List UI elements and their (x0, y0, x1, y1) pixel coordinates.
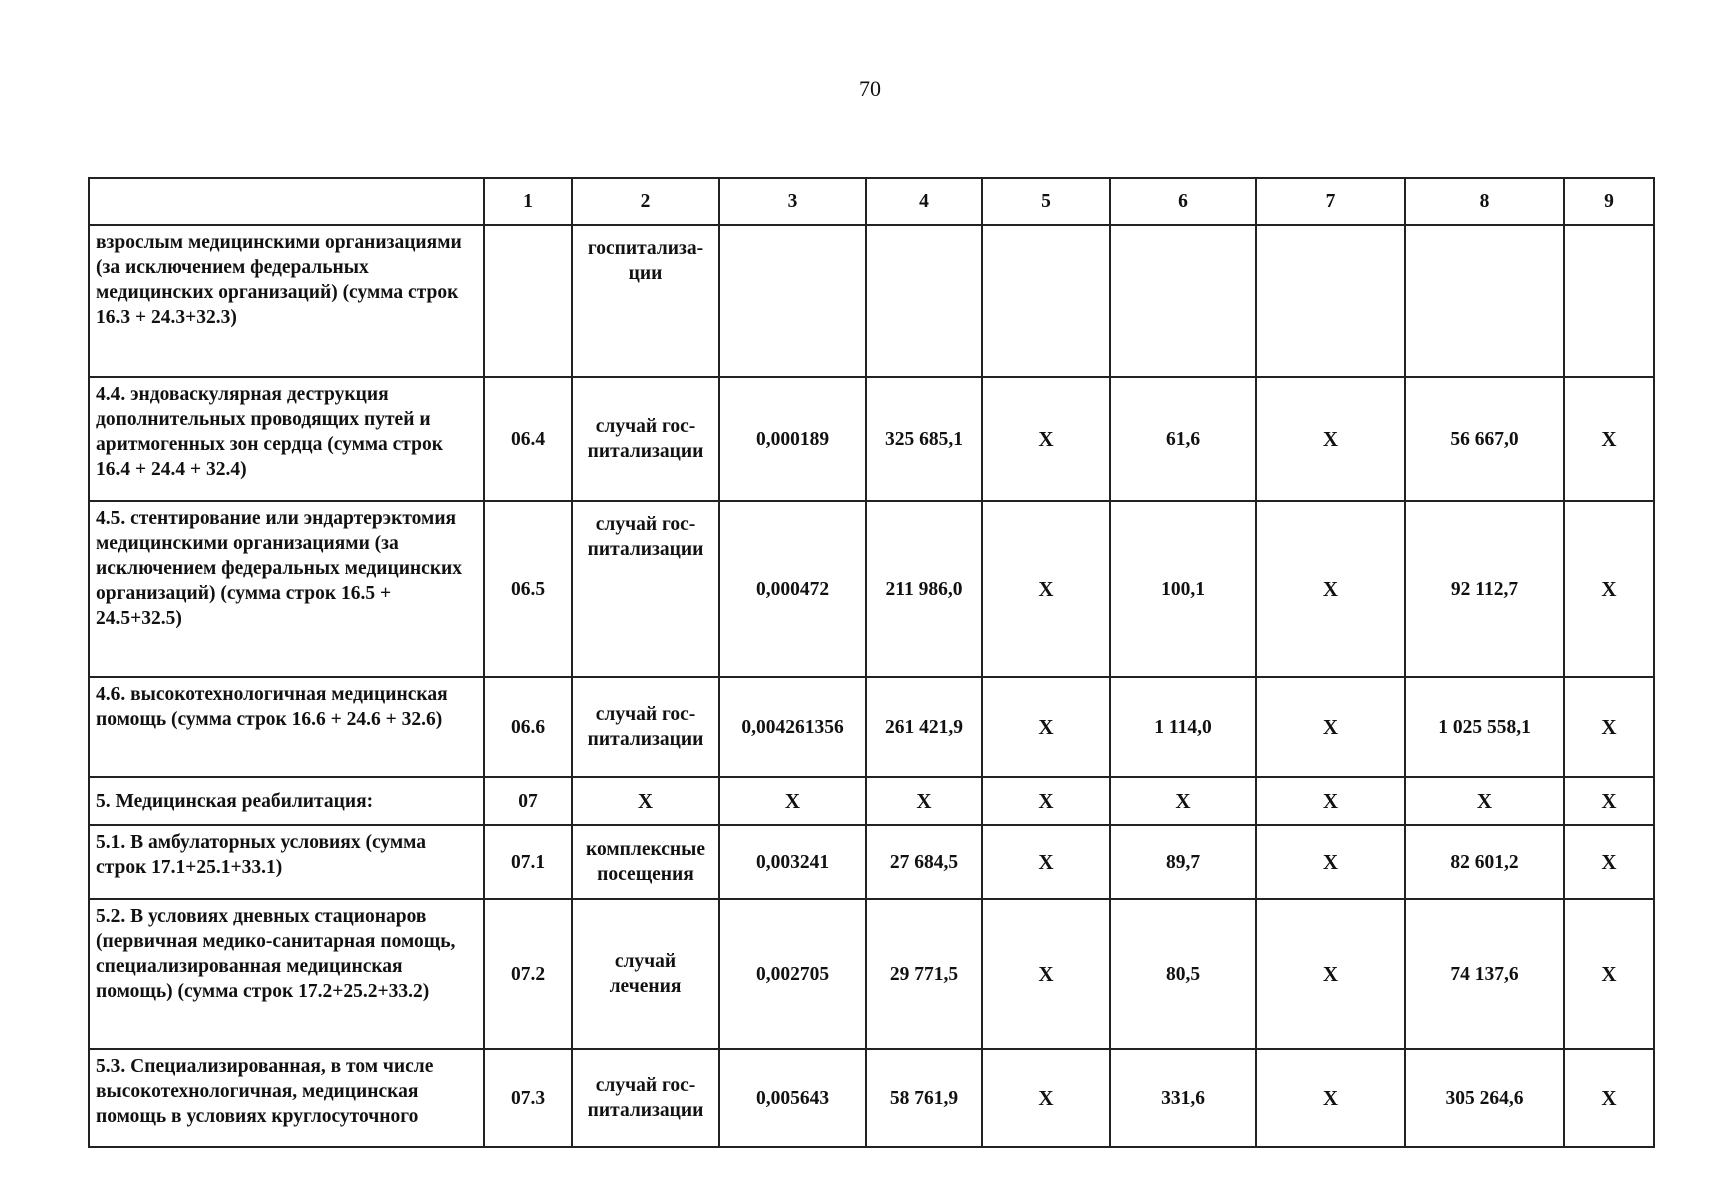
data-table (88, 177, 1655, 1148)
table-row (89, 377, 1654, 501)
header-cell: 4 (866, 178, 982, 225)
row-value-cell: X (1256, 1049, 1405, 1147)
row-value-cell: X (982, 825, 1110, 899)
row-value-cell (1564, 225, 1654, 377)
row-value-cell: X (1256, 825, 1405, 899)
row-name-cell: 5.1. В амбулаторных условиях (сумма строк 17.1+25.1+33.1) (89, 825, 484, 899)
row-unit-cell: случай лечения (572, 899, 719, 1049)
table-row (89, 777, 1654, 825)
row-value-cell: X (1256, 501, 1405, 677)
row-value-cell: 100,1 (1110, 501, 1256, 677)
row-value-cell: X (1564, 1049, 1654, 1147)
row-value-cell: X (1564, 677, 1654, 777)
row-value-cell: X (1564, 501, 1654, 677)
row-value-cell: 0,002705 (719, 899, 866, 1049)
header-cell: 5 (982, 178, 1110, 225)
row-value-cell: X (1256, 777, 1405, 825)
row-name-cell: 5. Медицинская реабилитация: (89, 777, 484, 825)
row-value-cell: 27 684,5 (866, 825, 982, 899)
row-value-cell (1256, 225, 1405, 377)
row-value-cell: 0,000472 (719, 501, 866, 677)
table-row (89, 501, 1654, 677)
row-name-cell: взрослым медицинскими организациями (за исключением федеральных медицинских организаций) (сумма строк 16.3 + 24.3+32.3) (89, 225, 484, 377)
row-value-cell (1405, 225, 1564, 377)
header-cell: 8 (1405, 178, 1564, 225)
row-value-cell: X (982, 377, 1110, 501)
row-value-cell: X (982, 501, 1110, 677)
header-cell: 6 (1110, 178, 1256, 225)
row-unit-cell: госпитализа-ции (572, 225, 719, 377)
row-name-cell: 4.4. эндоваскулярная деструкция дополнительных проводящих путей и аритмогенных зон сердца (сумма строк 16.4 + 24.4 + 32.4) (89, 377, 484, 501)
row-code-cell (484, 225, 572, 377)
row-value-cell: X (1564, 899, 1654, 1049)
row-value-cell: 261 421,9 (866, 677, 982, 777)
row-value-cell: X (982, 677, 1110, 777)
header-cell: 7 (1256, 178, 1405, 225)
row-code-cell: 06.5 (484, 501, 572, 677)
row-value-cell: 0,004261356 (719, 677, 866, 777)
row-name-cell: 5.3. Специализированная, в том числе высокотехнологичная, медицинская помощь в условиях круглосуточного (89, 1049, 484, 1147)
row-value-cell: X (1405, 777, 1564, 825)
page-number: 70 (859, 76, 881, 101)
row-unit-cell: случай гос-питализации (572, 677, 719, 777)
table-header-row (89, 178, 1654, 225)
row-value-cell: 331,6 (1110, 1049, 1256, 1147)
row-code-cell: 07 (484, 777, 572, 825)
row-value-cell: X (866, 777, 982, 825)
row-name-cell: 5.2. В условиях дневных стационаров (первичная медико-санитарная помощь, специализированная медицинская помощь) (сумма строк 17.2+25.2+33.2) (89, 899, 484, 1049)
row-value-cell: X (1256, 677, 1405, 777)
row-name-cell: 4.5. стентирование или эндартерэктомия медицинскими организациями (за исключением федеральных медицинских организаций) (сумма строк 16.5 + 24.5+32.5) (89, 501, 484, 677)
row-value-cell: 0,003241 (719, 825, 866, 899)
row-value-cell (719, 225, 866, 377)
row-value-cell: 82 601,2 (1405, 825, 1564, 899)
row-value-cell (1110, 225, 1256, 377)
table-row (89, 225, 1654, 377)
row-value-cell: 80,5 (1110, 899, 1256, 1049)
row-value-cell: X (982, 899, 1110, 1049)
row-code-cell: 06.4 (484, 377, 572, 501)
row-unit-cell: комплексные посещения (572, 825, 719, 899)
row-value-cell: 61,6 (1110, 377, 1256, 501)
row-value-cell: 325 685,1 (866, 377, 982, 501)
table-row (89, 825, 1654, 899)
header-cell (89, 178, 484, 225)
row-value-cell: X (982, 777, 1110, 825)
row-code-cell: 07.2 (484, 899, 572, 1049)
header-cell: 2 (572, 178, 719, 225)
row-code-cell: 07.1 (484, 825, 572, 899)
row-value-cell: 92 112,7 (1405, 501, 1564, 677)
table-row (89, 899, 1654, 1049)
row-unit-cell: X (572, 777, 719, 825)
header-cell: 3 (719, 178, 866, 225)
row-value-cell: 29 771,5 (866, 899, 982, 1049)
row-unit-cell: случай гос-питализации (572, 1049, 719, 1147)
row-value-cell: 305 264,6 (1405, 1049, 1564, 1147)
row-value-cell: 0,000189 (719, 377, 866, 501)
row-value-cell: X (1256, 899, 1405, 1049)
header-cell: 1 (484, 178, 572, 225)
row-value-cell (982, 225, 1110, 377)
row-value-cell: X (982, 1049, 1110, 1147)
row-code-cell: 06.6 (484, 677, 572, 777)
row-value-cell: 1 114,0 (1110, 677, 1256, 777)
row-name-cell: 4.6. высокотехнологичная медицинская помощь (сумма строк 16.6 + 24.6 + 32.6) (89, 677, 484, 777)
row-value-cell: X (1564, 777, 1654, 825)
row-value-cell: 89,7 (1110, 825, 1256, 899)
row-value-cell (866, 225, 982, 377)
row-value-cell: 0,005643 (719, 1049, 866, 1147)
row-code-cell: 07.3 (484, 1049, 572, 1147)
row-value-cell: 58 761,9 (866, 1049, 982, 1147)
row-value-cell: X (1564, 825, 1654, 899)
row-value-cell: 74 137,6 (1405, 899, 1564, 1049)
table-row (89, 1049, 1654, 1147)
header-cell: 9 (1564, 178, 1654, 225)
row-unit-cell: случай гос-питализации (572, 377, 719, 501)
table-row (89, 677, 1654, 777)
row-value-cell: X (1564, 377, 1654, 501)
row-unit-cell: случай гос-питализации (572, 501, 719, 677)
row-value-cell: 211 986,0 (866, 501, 982, 677)
row-value-cell: X (719, 777, 866, 825)
row-value-cell: 56 667,0 (1405, 377, 1564, 501)
row-value-cell: X (1256, 377, 1405, 501)
row-value-cell: 1 025 558,1 (1405, 677, 1564, 777)
row-value-cell: X (1110, 777, 1256, 825)
